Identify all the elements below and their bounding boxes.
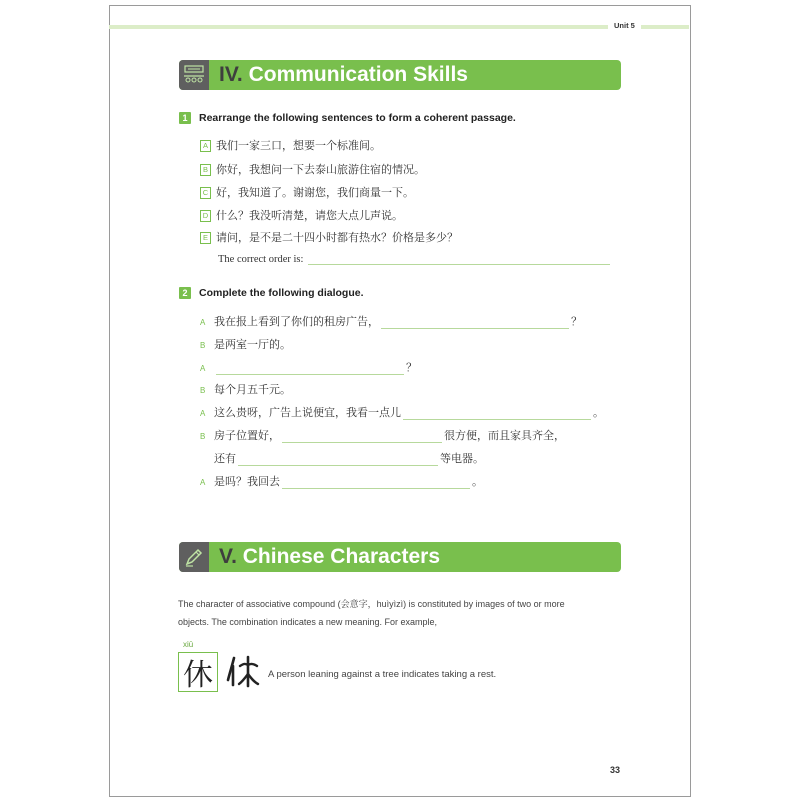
section-number: V. xyxy=(219,545,237,568)
ancient-script-character xyxy=(226,652,260,690)
dialogue-text: 等电器。 xyxy=(440,452,484,465)
option-text: 我们一家三口，想要一个标准间。 xyxy=(216,139,381,152)
dialogue-line xyxy=(200,359,417,375)
section-title xyxy=(219,542,440,572)
question-badge-1: 1 xyxy=(179,112,191,124)
pencil-icon xyxy=(179,542,209,572)
dialogue-line xyxy=(200,473,483,489)
dialogue-line xyxy=(200,336,291,352)
answer-blank[interactable] xyxy=(282,430,442,443)
option-e xyxy=(200,229,458,243)
option-text: 好，我知道了。谢谢您，我们商量一下。 xyxy=(216,186,414,199)
option-letter: D xyxy=(200,210,211,222)
page-number: 33 xyxy=(610,765,621,775)
section-number: IV. xyxy=(219,63,243,86)
dialogue-line xyxy=(200,381,291,397)
option-letter: E xyxy=(200,232,211,244)
dialogue-text: 房子位置好， xyxy=(214,429,280,442)
option-letter: A xyxy=(200,140,211,152)
section-title-text: Communication Skills xyxy=(248,63,468,86)
unit-label: Unit 5 xyxy=(608,21,641,30)
section-title xyxy=(219,60,468,90)
dialogue-text: 。 xyxy=(472,475,483,488)
option-letter: C xyxy=(200,187,211,199)
option-d xyxy=(200,207,403,221)
dialogue-text: 。 xyxy=(593,406,604,419)
section-title-text: Chinese Characters xyxy=(242,545,441,568)
header-band xyxy=(109,25,689,29)
speaker-label: A xyxy=(200,408,206,418)
option-text: 什么？我没听清楚，请您大点儿声说。 xyxy=(216,209,403,222)
section-header-communication xyxy=(179,60,621,90)
dialogue-text: 还有 xyxy=(214,452,236,465)
speaker-label: B xyxy=(200,431,206,441)
answer-blank[interactable] xyxy=(282,476,470,489)
option-b xyxy=(200,161,425,175)
option-text: 请问，是不是二十四小时都有热水？价格是多少？ xyxy=(216,231,458,244)
dialogue-line xyxy=(200,427,565,443)
answer-blank[interactable] xyxy=(381,316,569,329)
dialogue-line xyxy=(200,404,604,420)
dialogue-text: 这么贵呀，广告上说便宜，我看一点儿 xyxy=(214,406,401,419)
speaker-label: B xyxy=(200,340,206,350)
speaker-label: A xyxy=(200,477,206,487)
question-2-instruction: Complete the following dialogue. xyxy=(199,287,364,299)
option-c xyxy=(200,184,414,198)
chat-table-icon xyxy=(179,60,209,90)
pinyin-label: xiū xyxy=(183,640,194,649)
intro-line-1: The character of associative compound (会意字，huìyìzì) is constituted by images of two or more xyxy=(178,599,565,609)
speaker-label: A xyxy=(200,317,206,327)
speaker-label: A xyxy=(200,363,206,373)
answer-blank[interactable] xyxy=(403,407,591,420)
dialogue-text: 是两室一厅的。 xyxy=(214,338,291,351)
dialogue-text: ？ xyxy=(406,361,417,374)
dialogue-line xyxy=(200,313,582,329)
answer-blank[interactable] xyxy=(216,362,404,375)
dialogue-text: 每个月五千元。 xyxy=(214,383,291,396)
option-letter: B xyxy=(200,164,211,176)
example-explanation: A person leaning against a tree indicates taking a rest. xyxy=(268,669,497,680)
dialogue-text: 很方便，而且家具齐全， xyxy=(444,429,565,442)
option-a xyxy=(200,137,381,151)
dialogue-text: 是吗？我回去 xyxy=(214,475,280,488)
answer-blank[interactable] xyxy=(238,453,438,466)
dialogue-line xyxy=(200,450,484,466)
example-character: 休 xyxy=(178,652,218,692)
correct-order-row xyxy=(218,252,612,265)
section-header-characters xyxy=(179,542,621,572)
option-text: 你好，我想问一下去泰山旅游住宿的情况。 xyxy=(216,163,425,176)
answer-blank[interactable] xyxy=(308,252,610,265)
dialogue-text: 我在报上看到了你们的租房广告， xyxy=(214,315,379,328)
speaker-label: B xyxy=(200,385,206,395)
question-1-instruction: Rearrange the following sentences to form a coherent passage. xyxy=(199,112,516,124)
dialogue-text: ？ xyxy=(571,315,582,328)
correct-order-label: The correct order is: xyxy=(218,254,304,265)
intro-line-2: objects. The combination indicates a new meaning. For example, xyxy=(178,617,437,627)
question-badge-2: 2 xyxy=(179,287,191,299)
